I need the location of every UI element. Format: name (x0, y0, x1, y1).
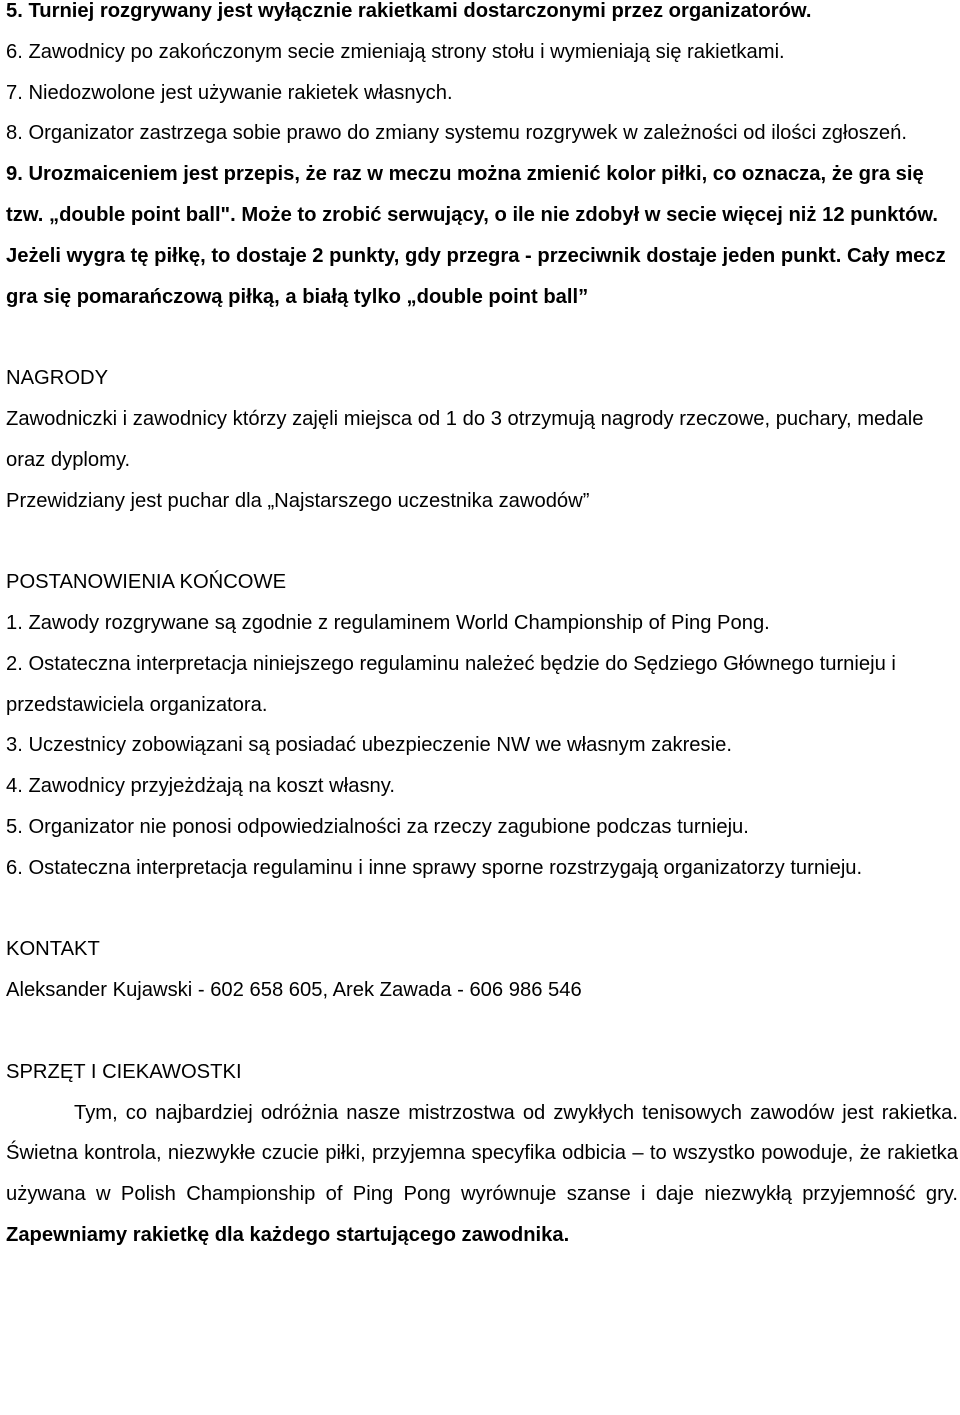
rule-7: 7. Niedozwolone jest używanie rakietek własnych. (6, 81, 453, 104)
sprzet-bold-text: Zapewniamy rakietkę dla każdego startującego zawodnika. (6, 1223, 570, 1246)
postanowienia-item: 2. Ostateczna interpretacja niniejszego regulaminu należeć będzie do Sędziego Głównego turnieju i przedstawiciela organizatora. (6, 652, 896, 716)
spacer (6, 889, 958, 930)
nagrody-puchar-paragraph: Przewidziany jest puchar dla „Najstarszego uczestnika zawodów” (6, 489, 590, 512)
kontakt-details: Aleksander Kujawski - 602 658 605, Arek Zawada - 606 986 546 (6, 979, 582, 1002)
section-heading-postanowienia: POSTANOWIENIA KOŃCOWE (6, 571, 287, 594)
spacer (6, 521, 958, 562)
rule-6: 6. Zawodnicy po zakończonym secie zmieniają strony stołu i wymieniają się rakietkami. (6, 40, 785, 63)
rule-5: 5. Turniej rozgrywany jest wyłącznie rakietkami dostarczonymi przez organizatorów. (6, 0, 812, 22)
section-heading-nagrody: NAGRODY (6, 367, 109, 390)
postanowienia-item: 6. Ostateczna interpretacja regulaminu i inne sprawy sporne rozstrzygają organizatorzy turnieju. (6, 856, 863, 879)
rule-9: 9. Urozmaiceniem jest przepis, że raz w meczu można zmienić kolor piłki, co oznacza, że gra się tzw. „double point ball". Może to zrobić serwujący, o ile nie zdobył w secie więcej niż 12 punktów. Jeżeli wygra tę piłkę, to dostaje 2 punkty, gdy przegra - przeciwnik dostaje jeden punkt. Cały mecz gra się pomarańczową piłką, a białą tylko „double point ball” (6, 163, 946, 308)
postanowienia-item: 1. Zawody rozgrywane są zgodnie z regulaminem World Championship of Ping Pong. (6, 611, 770, 634)
section-heading-kontakt: KONTAKT (6, 938, 100, 961)
postanowienia-item: 4. Zawodnicy przyjeżdżają na koszt własny. (6, 775, 395, 798)
spacer (6, 1011, 958, 1052)
section-heading-sprzet: SPRZĘT I CIEKAWOSTKI (6, 1060, 242, 1083)
rule-8: 8. Organizator zastrzega sobie prawo do zmiany systemu rozgrywek w zależności od ilości zgłoszeń. (6, 122, 907, 145)
postanowienia-item: 3. Uczestnicy zobowiązani są posiadać ubezpieczenie NW we własnym zakresie. (6, 734, 732, 757)
sprzet-paragraph (6, 1093, 958, 1256)
spacer (6, 317, 958, 358)
document-page (6, 0, 958, 1256)
nagrody-paragraph: Zawodniczki i zawodnicy którzy zajęli miejsca od 1 do 3 otrzymują nagrody rzeczowe, puchary, medale oraz dyplomy. (6, 407, 924, 471)
sprzet-text: Tym, co najbardziej odróżnia nasze mistrzostwa od zwykłych tenisowych zawodów jest rakietka. Świetna kontrola, niezwykłe czucie piłki, przyjemna specyfika odbicia – to wszystko powoduje, że rakietka używana w Polish Championship of Ping Pong wyrównuje szanse i daje niezwykłą przyjemność gry. (6, 1101, 958, 1206)
postanowienia-item: 5. Organizator nie ponosi odpowiedzialności za rzeczy zagubione podczas turnieju. (6, 815, 749, 838)
